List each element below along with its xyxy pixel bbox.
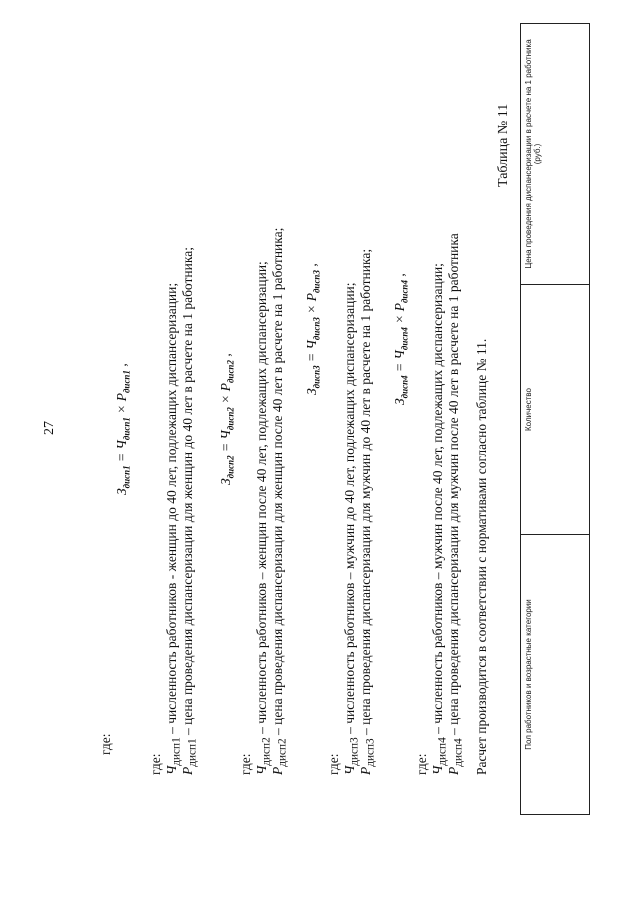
- table: [520, 23, 590, 815]
- definition-line: $Ч_{дисп4}$ – численность работников – мужчин после 40 лет, подлежащих диспансеризации;: [430, 263, 449, 775]
- where-label: где:: [414, 753, 429, 775]
- where-label: где:: [326, 753, 341, 775]
- table-header-cell: Количество: [521, 284, 589, 534]
- where-label: где:: [238, 753, 253, 775]
- where-label: где:: [98, 733, 113, 755]
- formula-4: $З_{дисп4} = Ч_{дисп4} \times Р_{дисп4}$ ,: [392, 273, 410, 405]
- definition-line: $Р_{дисп4}$ – цена проведения диспансеризации для мужчин после 40 лет в расчете на 1 работника: [446, 233, 465, 775]
- definition-line: $Ч_{дисп1}$ – численность работников - женщин до 40 лет, подлежащих диспансеризации;: [164, 282, 183, 775]
- where-label: где:: [148, 753, 163, 775]
- page-number: 27: [42, 421, 57, 435]
- definition-line: $Ч_{дисп2}$ – численность работников – женщин после 40 лет, подлежащих диспансеризации;: [254, 261, 273, 775]
- definition-line: $Ч_{дисп3}$ – численность работников – мужчин до 40 лет, подлежащих диспансеризации;: [342, 282, 361, 775]
- table-header-cell: Пол работников и возрастные категории: [521, 534, 589, 814]
- definition-line: $Р_{дисп1}$ – цена проведения диспансеризации для женщин до 40 лет в расчете на 1 работника;: [180, 247, 199, 775]
- formula-1: $З_{дисп1} = Ч_{дисп1} \times Р_{дисп1}$ ,: [114, 363, 132, 495]
- formula-2: $З_{дисп2} = Ч_{дисп2} \times Р_{дисп2}$ ,: [218, 353, 236, 485]
- table-caption: Таблица № 11: [496, 103, 511, 187]
- definition-line: $Р_{дисп3}$ – цена проведения диспансеризации для мужчин до 40 лет в расчете на 1 работника;: [358, 248, 377, 775]
- table-header-cell: Цена проведения диспансеризации в расчете на 1 работника (руб.): [524, 39, 542, 269]
- note-text: Расчет производится в соответствии с нормативами согласно таблице № 11.: [474, 338, 489, 775]
- definition-line: $Р_{дисп2}$ – цена проведения диспансеризации для женщин после 40 лет в расчете на 1 работника;: [270, 227, 289, 775]
- formula-3: $З_{дисп3} = Ч_{дисп3} \times Р_{дисп3}$ ,: [304, 263, 322, 395]
